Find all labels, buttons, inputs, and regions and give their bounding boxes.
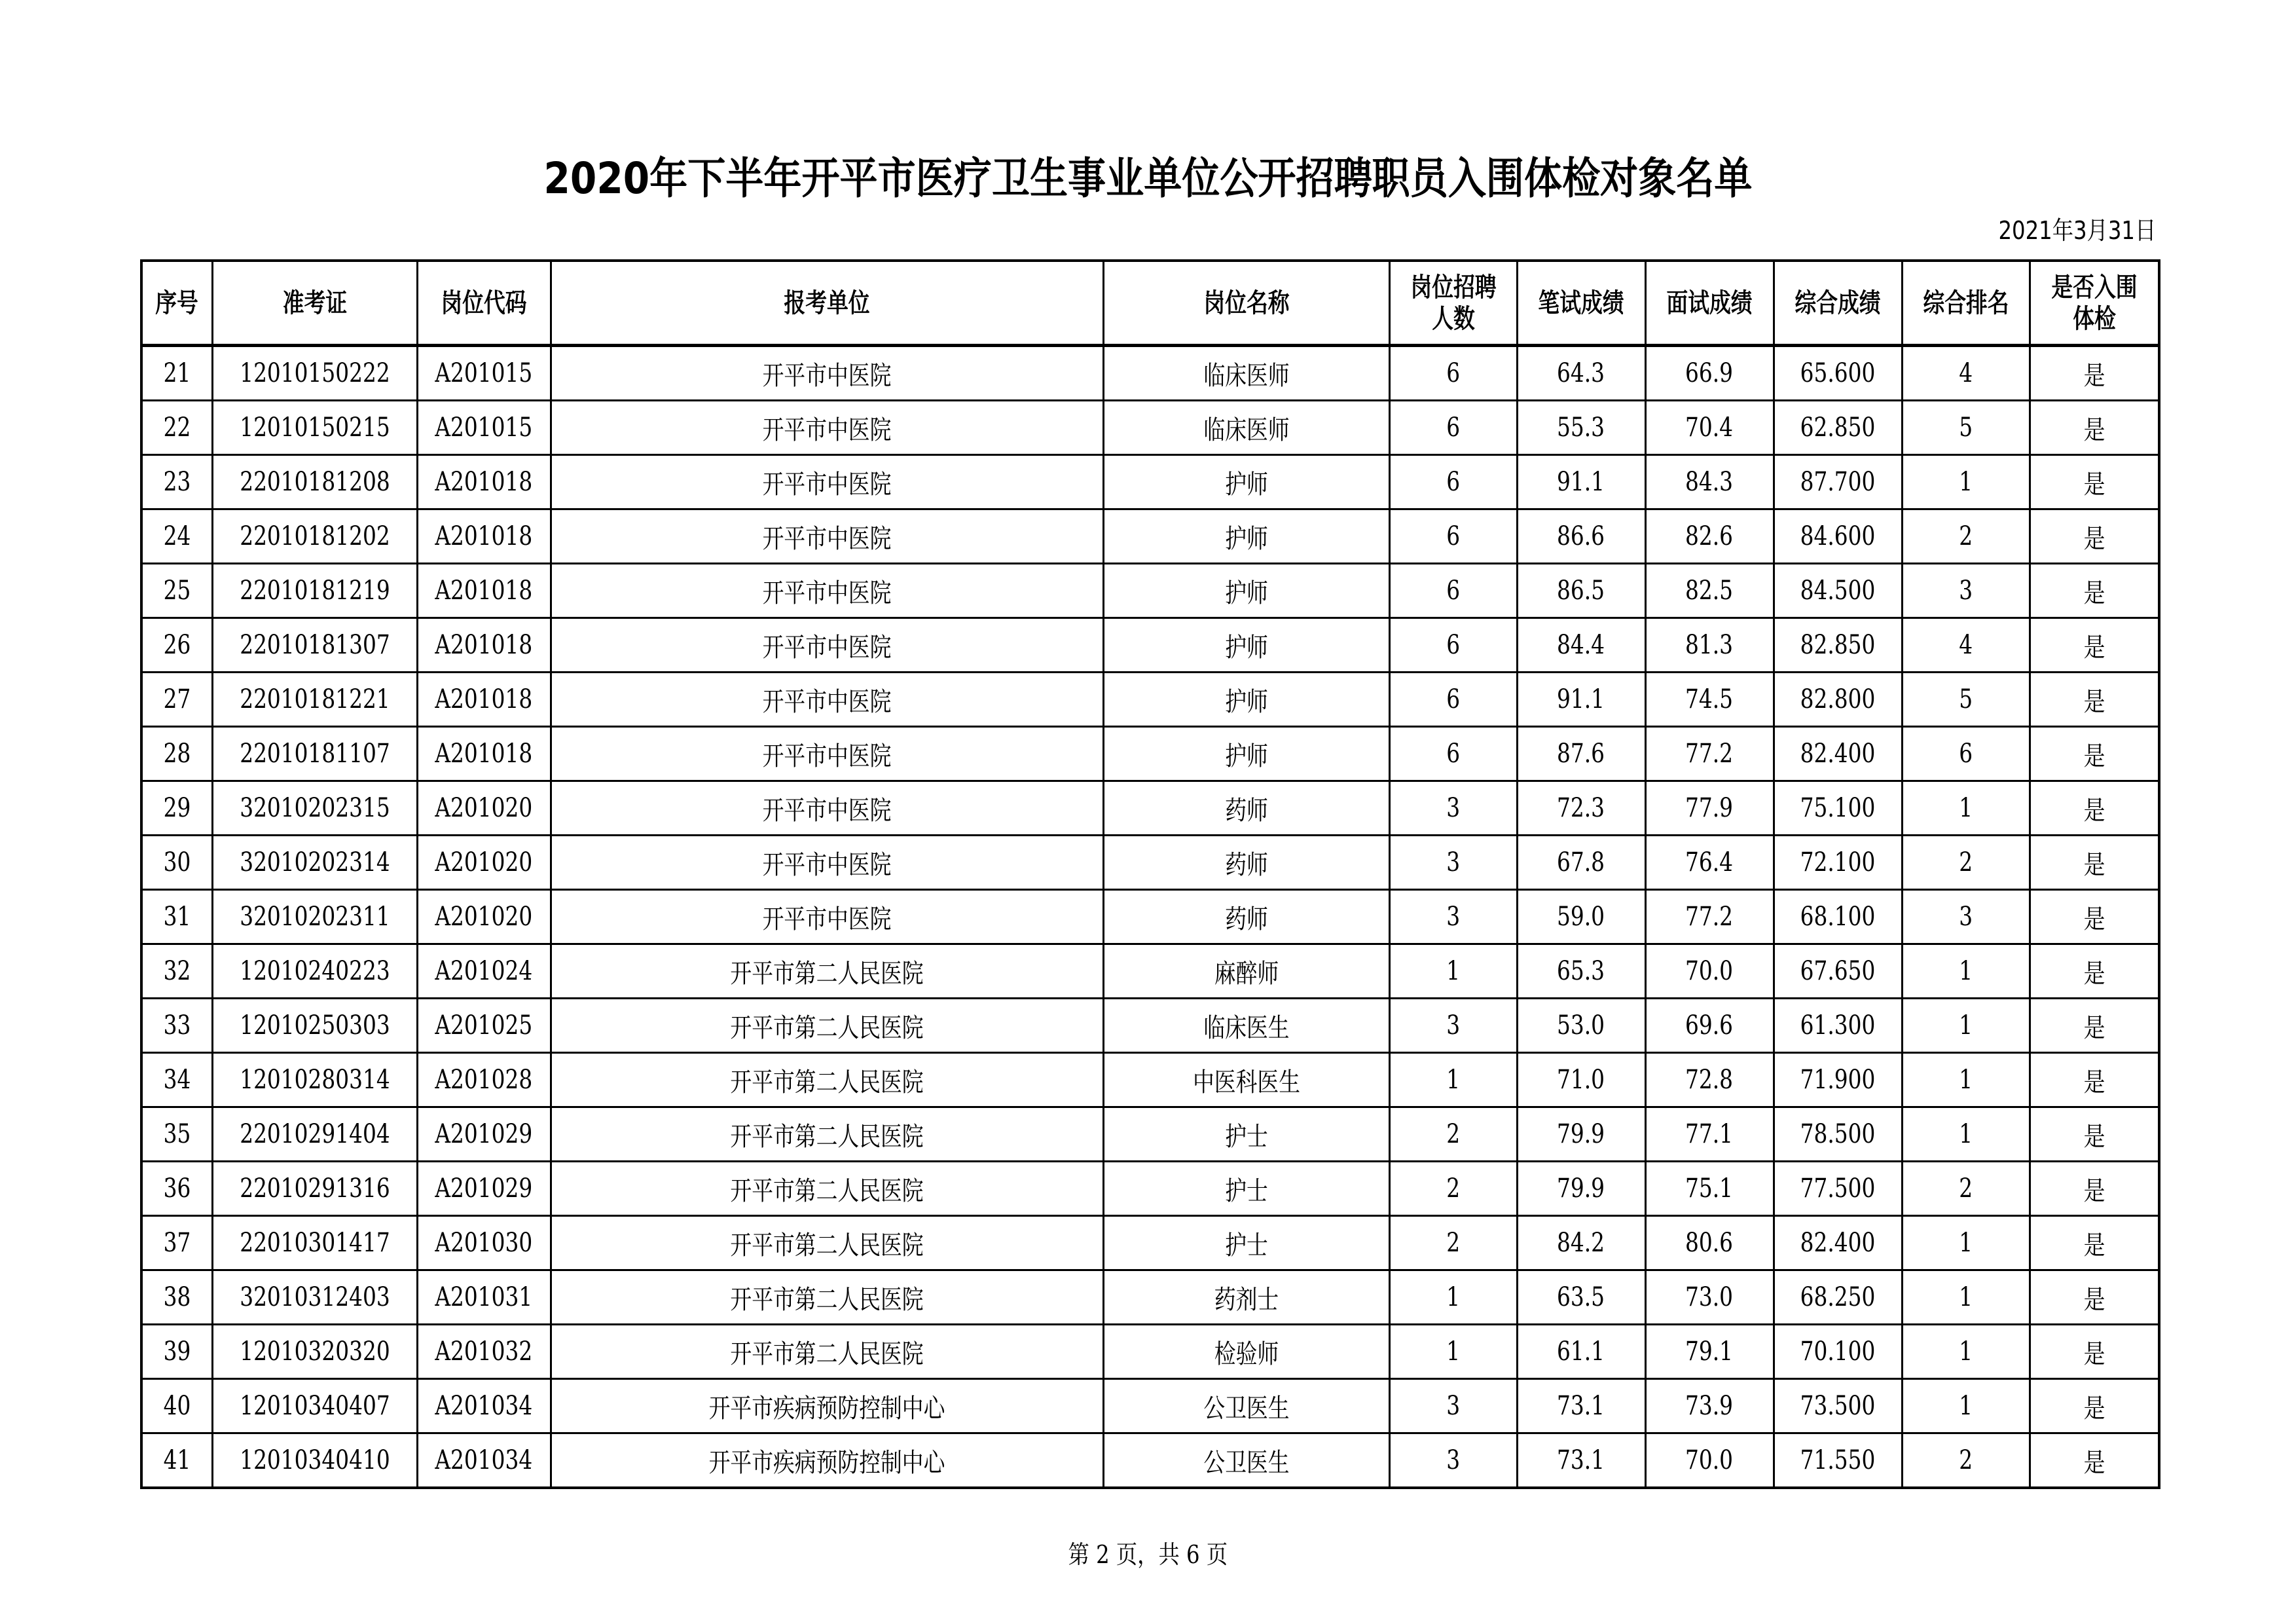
table-row: [141, 727, 2159, 781]
table-row: [141, 1107, 2159, 1162]
cell-total-score: 78.500: [1774, 1107, 1902, 1162]
cell-ticket: 22010291404: [212, 1107, 417, 1162]
cell-position-code: A201018: [417, 727, 551, 781]
cell-seq: 27: [141, 673, 212, 727]
table-row: [141, 1053, 2159, 1107]
cell-ticket: 12010340410: [212, 1433, 417, 1488]
cell-position-code: A201028: [417, 1053, 551, 1107]
cell-interview-score: 79.1: [1645, 1325, 1774, 1379]
cell-interview-score: 75.1: [1645, 1162, 1774, 1216]
cell-physical-exam: 是: [2030, 455, 2159, 509]
cell-written-score: 67.8: [1517, 836, 1645, 890]
cell-interview-score: 84.3: [1645, 455, 1774, 509]
cell-physical-exam: 是: [2030, 509, 2159, 564]
cell-total-score: 77.500: [1774, 1162, 1902, 1216]
cell-total-score: 62.850: [1774, 401, 1902, 455]
cell-interview-score: 74.5: [1645, 673, 1774, 727]
page-number: 第 2 页，共 6 页: [1068, 1540, 1228, 1569]
table-row: [141, 1379, 2159, 1433]
cell-position-name: 药剂士: [1103, 1270, 1389, 1325]
cell-position-code: A201031: [417, 1270, 551, 1325]
cell-seq: 26: [141, 618, 212, 673]
cell-quota: 3: [1389, 1433, 1517, 1488]
table-header-row: [141, 261, 2159, 346]
cell-position-code: A201018: [417, 673, 551, 727]
cell-interview-score: 73.0: [1645, 1270, 1774, 1325]
cell-position-name: 临床医生: [1103, 999, 1389, 1053]
cell-ticket: 12010150222: [212, 346, 417, 401]
cell-rank: 2: [1902, 836, 2030, 890]
cell-seq: 40: [141, 1379, 212, 1433]
document-date: 2021年3月31日: [1998, 216, 2156, 245]
cell-seq: 31: [141, 890, 212, 944]
cell-quota: 3: [1389, 890, 1517, 944]
cell-unit: 开平市疾病预防控制中心: [551, 1433, 1103, 1488]
cell-quota: 6: [1389, 618, 1517, 673]
cell-total-score: 73.500: [1774, 1379, 1902, 1433]
cell-unit: 开平市中医院: [551, 836, 1103, 890]
cell-quota: 6: [1389, 455, 1517, 509]
cell-physical-exam: 是: [2030, 890, 2159, 944]
cell-unit: 开平市第二人民医院: [551, 1053, 1103, 1107]
cell-physical-exam: 是: [2030, 346, 2159, 401]
cell-written-score: 61.1: [1517, 1325, 1645, 1379]
cell-ticket: 12010150215: [212, 401, 417, 455]
cell-position-code: A201015: [417, 346, 551, 401]
cell-position-name: 护师: [1103, 673, 1389, 727]
column-header-unit: 报考单位: [551, 261, 1103, 346]
table-row: [141, 346, 2159, 401]
table-row: [141, 618, 2159, 673]
cell-seq: 23: [141, 455, 212, 509]
table-row: [141, 1325, 2159, 1379]
candidate-table: [140, 259, 2160, 1489]
cell-quota: 3: [1389, 1379, 1517, 1433]
cell-interview-score: 77.2: [1645, 727, 1774, 781]
cell-total-score: 82.400: [1774, 727, 1902, 781]
cell-interview-score: 70.0: [1645, 944, 1774, 999]
cell-seq: 28: [141, 727, 212, 781]
cell-interview-score: 66.9: [1645, 346, 1774, 401]
cell-interview-score: 77.2: [1645, 890, 1774, 944]
column-header-rank: 综合排名: [1902, 261, 2030, 346]
cell-position-code: A201020: [417, 781, 551, 836]
cell-seq: 25: [141, 564, 212, 618]
cell-unit: 开平市中医院: [551, 401, 1103, 455]
cell-interview-score: 77.1: [1645, 1107, 1774, 1162]
cell-ticket: 12010280314: [212, 1053, 417, 1107]
cell-total-score: 71.550: [1774, 1433, 1902, 1488]
cell-physical-exam: 是: [2030, 401, 2159, 455]
cell-position-name: 临床医师: [1103, 401, 1389, 455]
cell-position-code: A201018: [417, 618, 551, 673]
cell-interview-score: 70.0: [1645, 1433, 1774, 1488]
cell-rank: 1: [1902, 1107, 2030, 1162]
cell-ticket: 22010181221: [212, 673, 417, 727]
cell-total-score: 87.700: [1774, 455, 1902, 509]
cell-seq: 38: [141, 1270, 212, 1325]
cell-rank: 4: [1902, 618, 2030, 673]
cell-position-name: 药师: [1103, 781, 1389, 836]
cell-interview-score: 70.4: [1645, 401, 1774, 455]
column-header-interview-score: 面试成绩: [1645, 261, 1774, 346]
cell-seq: 36: [141, 1162, 212, 1216]
cell-physical-exam: 是: [2030, 1053, 2159, 1107]
table-row: [141, 890, 2159, 944]
cell-ticket: 22010181208: [212, 455, 417, 509]
cell-total-score: 84.600: [1774, 509, 1902, 564]
cell-ticket: 22010181219: [212, 564, 417, 618]
cell-quota: 6: [1389, 509, 1517, 564]
cell-quota: 3: [1389, 836, 1517, 890]
cell-unit: 开平市中医院: [551, 890, 1103, 944]
table-row: [141, 836, 2159, 890]
cell-written-score: 73.1: [1517, 1433, 1645, 1488]
column-header-position-name: 岗位名称: [1103, 261, 1389, 346]
cell-rank: 1: [1902, 1270, 2030, 1325]
cell-position-name: 护士: [1103, 1107, 1389, 1162]
cell-unit: 开平市中医院: [551, 781, 1103, 836]
cell-seq: 29: [141, 781, 212, 836]
cell-unit: 开平市第二人民医院: [551, 999, 1103, 1053]
cell-position-name: 护师: [1103, 455, 1389, 509]
cell-ticket: 22010181202: [212, 509, 417, 564]
table-row: [141, 401, 2159, 455]
cell-quota: 6: [1389, 727, 1517, 781]
column-header-position-code: 岗位代码: [417, 261, 551, 346]
table-body: [141, 346, 2159, 1488]
cell-physical-exam: 是: [2030, 1162, 2159, 1216]
cell-seq: 35: [141, 1107, 212, 1162]
column-header-total-score: 综合成绩: [1774, 261, 1902, 346]
cell-position-name: 护师: [1103, 618, 1389, 673]
cell-written-score: 84.4: [1517, 618, 1645, 673]
cell-total-score: 82.800: [1774, 673, 1902, 727]
cell-written-score: 86.5: [1517, 564, 1645, 618]
cell-rank: 1: [1902, 781, 2030, 836]
cell-ticket: 32010202314: [212, 836, 417, 890]
cell-unit: 开平市中医院: [551, 727, 1103, 781]
cell-quota: 1: [1389, 1053, 1517, 1107]
cell-rank: 1: [1902, 944, 2030, 999]
cell-physical-exam: 是: [2030, 1325, 2159, 1379]
cell-seq: 22: [141, 401, 212, 455]
cell-position-name: 药师: [1103, 890, 1389, 944]
cell-written-score: 63.5: [1517, 1270, 1645, 1325]
cell-quota: 3: [1389, 999, 1517, 1053]
cell-unit: 开平市第二人民医院: [551, 944, 1103, 999]
cell-written-score: 73.1: [1517, 1379, 1645, 1433]
cell-position-code: A201020: [417, 836, 551, 890]
cell-interview-score: 81.3: [1645, 618, 1774, 673]
cell-physical-exam: 是: [2030, 836, 2159, 890]
cell-unit: 开平市第二人民医院: [551, 1162, 1103, 1216]
cell-quota: 1: [1389, 1270, 1517, 1325]
cell-physical-exam: 是: [2030, 673, 2159, 727]
cell-written-score: 55.3: [1517, 401, 1645, 455]
table-row: [141, 564, 2159, 618]
page-footer: [0, 1539, 2296, 1570]
column-header-physical-exam: 是否入围 体检: [2030, 261, 2159, 346]
cell-total-score: 84.500: [1774, 564, 1902, 618]
cell-total-score: 68.100: [1774, 890, 1902, 944]
cell-physical-exam: 是: [2030, 1107, 2159, 1162]
table-row: [141, 1162, 2159, 1216]
cell-physical-exam: 是: [2030, 944, 2159, 999]
cell-ticket: 32010202311: [212, 890, 417, 944]
cell-rank: 1: [1902, 999, 2030, 1053]
cell-physical-exam: 是: [2030, 1270, 2159, 1325]
cell-quota: 3: [1389, 781, 1517, 836]
cell-interview-score: 72.8: [1645, 1053, 1774, 1107]
cell-quota: 2: [1389, 1216, 1517, 1270]
cell-physical-exam: 是: [2030, 1216, 2159, 1270]
cell-interview-score: 76.4: [1645, 836, 1774, 890]
column-header-seq: 序号: [141, 261, 212, 346]
cell-rank: 1: [1902, 1379, 2030, 1433]
cell-position-name: 药师: [1103, 836, 1389, 890]
cell-position-code: A201029: [417, 1107, 551, 1162]
cell-interview-score: 77.9: [1645, 781, 1774, 836]
cell-quota: 1: [1389, 944, 1517, 999]
cell-position-code: A201024: [417, 944, 551, 999]
cell-position-code: A201015: [417, 401, 551, 455]
cell-unit: 开平市第二人民医院: [551, 1325, 1103, 1379]
table-row: [141, 509, 2159, 564]
cell-rank: 1: [1902, 455, 2030, 509]
cell-quota: 6: [1389, 564, 1517, 618]
column-header-quota: 岗位招聘 人数: [1389, 261, 1517, 346]
cell-written-score: 79.9: [1517, 1107, 1645, 1162]
cell-total-score: 75.100: [1774, 781, 1902, 836]
cell-position-code: A201018: [417, 455, 551, 509]
cell-rank: 4: [1902, 346, 2030, 401]
cell-seq: 39: [141, 1325, 212, 1379]
cell-quota: 1: [1389, 1325, 1517, 1379]
cell-quota: 2: [1389, 1107, 1517, 1162]
table-row: [141, 999, 2159, 1053]
cell-interview-score: 69.6: [1645, 999, 1774, 1053]
table-row: [141, 673, 2159, 727]
cell-written-score: 71.0: [1517, 1053, 1645, 1107]
cell-rank: 3: [1902, 890, 2030, 944]
cell-seq: 21: [141, 346, 212, 401]
cell-seq: 41: [141, 1433, 212, 1488]
cell-seq: 24: [141, 509, 212, 564]
table-row: [141, 455, 2159, 509]
cell-unit: 开平市第二人民医院: [551, 1107, 1103, 1162]
cell-written-score: 84.2: [1517, 1216, 1645, 1270]
cell-total-score: 82.400: [1774, 1216, 1902, 1270]
cell-seq: 37: [141, 1216, 212, 1270]
cell-written-score: 53.0: [1517, 999, 1645, 1053]
cell-seq: 34: [141, 1053, 212, 1107]
cell-written-score: 91.1: [1517, 455, 1645, 509]
cell-position-name: 临床医师: [1103, 346, 1389, 401]
cell-written-score: 72.3: [1517, 781, 1645, 836]
cell-position-name: 护师: [1103, 509, 1389, 564]
cell-ticket: 32010312403: [212, 1270, 417, 1325]
table-row: [141, 1433, 2159, 1488]
cell-rank: 2: [1902, 1433, 2030, 1488]
cell-rank: 3: [1902, 564, 2030, 618]
cell-rank: 5: [1902, 401, 2030, 455]
cell-unit: 开平市中医院: [551, 564, 1103, 618]
cell-quota: 2: [1389, 1162, 1517, 1216]
cell-physical-exam: 是: [2030, 999, 2159, 1053]
cell-position-code: A201030: [417, 1216, 551, 1270]
cell-unit: 开平市第二人民医院: [551, 1216, 1103, 1270]
cell-position-name: 公卫医生: [1103, 1379, 1389, 1433]
cell-position-name: 护师: [1103, 564, 1389, 618]
cell-ticket: 22010301417: [212, 1216, 417, 1270]
cell-rank: 2: [1902, 509, 2030, 564]
cell-written-score: 65.3: [1517, 944, 1645, 999]
cell-unit: 开平市疾病预防控制中心: [551, 1379, 1103, 1433]
cell-position-code: A201018: [417, 509, 551, 564]
cell-ticket: 12010240223: [212, 944, 417, 999]
cell-interview-score: 82.6: [1645, 509, 1774, 564]
cell-physical-exam: 是: [2030, 727, 2159, 781]
cell-quota: 6: [1389, 673, 1517, 727]
cell-quota: 6: [1389, 401, 1517, 455]
document-title: 2020年下半年开平市医疗卫生事业单位公开招聘职员入围体检对象名单: [543, 153, 1753, 204]
cell-unit: 开平市中医院: [551, 618, 1103, 673]
cell-position-code: A201034: [417, 1379, 551, 1433]
cell-position-code: A201020: [417, 890, 551, 944]
cell-position-code: A201032: [417, 1325, 551, 1379]
cell-position-name: 护士: [1103, 1162, 1389, 1216]
cell-written-score: 59.0: [1517, 890, 1645, 944]
table-row: [141, 781, 2159, 836]
cell-rank: 1: [1902, 1053, 2030, 1107]
cell-rank: 2: [1902, 1162, 2030, 1216]
cell-total-score: 65.600: [1774, 346, 1902, 401]
cell-written-score: 87.6: [1517, 727, 1645, 781]
cell-ticket: 22010291316: [212, 1162, 417, 1216]
cell-interview-score: 82.5: [1645, 564, 1774, 618]
cell-physical-exam: 是: [2030, 781, 2159, 836]
cell-position-name: 麻醉师: [1103, 944, 1389, 999]
cell-total-score: 71.900: [1774, 1053, 1902, 1107]
cell-physical-exam: 是: [2030, 618, 2159, 673]
cell-physical-exam: 是: [2030, 1433, 2159, 1488]
cell-written-score: 91.1: [1517, 673, 1645, 727]
cell-position-code: A201029: [417, 1162, 551, 1216]
cell-written-score: 79.9: [1517, 1162, 1645, 1216]
table-row: [141, 944, 2159, 999]
cell-physical-exam: 是: [2030, 564, 2159, 618]
cell-total-score: 67.650: [1774, 944, 1902, 999]
table-row: [141, 1270, 2159, 1325]
cell-total-score: 61.300: [1774, 999, 1902, 1053]
cell-interview-score: 73.9: [1645, 1379, 1774, 1433]
cell-ticket: 32010202315: [212, 781, 417, 836]
cell-position-name: 护士: [1103, 1216, 1389, 1270]
cell-rank: 1: [1902, 1325, 2030, 1379]
cell-total-score: 68.250: [1774, 1270, 1902, 1325]
cell-written-score: 86.6: [1517, 509, 1645, 564]
cell-seq: 30: [141, 836, 212, 890]
cell-interview-score: 80.6: [1645, 1216, 1774, 1270]
cell-total-score: 82.850: [1774, 618, 1902, 673]
cell-position-code: A201034: [417, 1433, 551, 1488]
cell-unit: 开平市第二人民医院: [551, 1270, 1103, 1325]
cell-total-score: 70.100: [1774, 1325, 1902, 1379]
cell-physical-exam: 是: [2030, 1379, 2159, 1433]
cell-ticket: 22010181307: [212, 618, 417, 673]
cell-ticket: 12010320320: [212, 1325, 417, 1379]
cell-position-name: 检验师: [1103, 1325, 1389, 1379]
column-header-ticket: 准考证: [212, 261, 417, 346]
cell-position-name: 护师: [1103, 727, 1389, 781]
cell-ticket: 22010181107: [212, 727, 417, 781]
cell-total-score: 72.100: [1774, 836, 1902, 890]
column-header-written-score: 笔试成绩: [1517, 261, 1645, 346]
cell-unit: 开平市中医院: [551, 346, 1103, 401]
cell-written-score: 64.3: [1517, 346, 1645, 401]
cell-position-code: A201018: [417, 564, 551, 618]
cell-position-name: 公卫医生: [1103, 1433, 1389, 1488]
cell-position-code: A201025: [417, 999, 551, 1053]
cell-ticket: 12010250303: [212, 999, 417, 1053]
cell-rank: 6: [1902, 727, 2030, 781]
cell-rank: 5: [1902, 673, 2030, 727]
cell-unit: 开平市中医院: [551, 673, 1103, 727]
cell-position-name: 中医科医生: [1103, 1053, 1389, 1107]
cell-seq: 32: [141, 944, 212, 999]
cell-ticket: 12010340407: [212, 1379, 417, 1433]
cell-seq: 33: [141, 999, 212, 1053]
cell-unit: 开平市中医院: [551, 509, 1103, 564]
cell-rank: 1: [1902, 1216, 2030, 1270]
cell-quota: 6: [1389, 346, 1517, 401]
table-row: [141, 1216, 2159, 1270]
cell-unit: 开平市中医院: [551, 455, 1103, 509]
